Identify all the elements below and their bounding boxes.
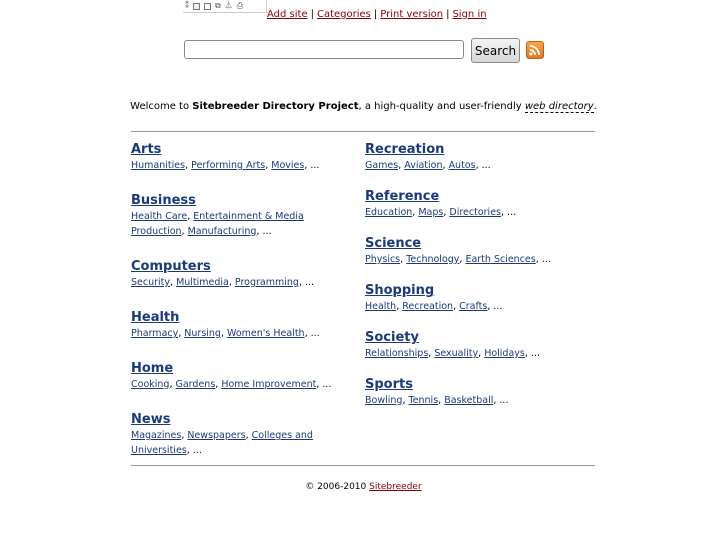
top-divider <box>131 131 595 132</box>
more-marker: ... <box>305 277 315 288</box>
category-title-recreation[interactable]: Recreation <box>365 142 445 157</box>
subcategory-link-nursing[interactable]: Nursing <box>184 328 221 339</box>
more-marker: ... <box>507 207 517 218</box>
mini-toolbar <box>183 0 267 13</box>
subcategory-link-cooking[interactable]: Cooking <box>131 379 170 390</box>
subcategory-link-humanities[interactable]: Humanities <box>131 160 186 171</box>
category-title-sports[interactable]: Sports <box>365 377 413 392</box>
category-title-home[interactable]: Home <box>131 361 174 376</box>
more-marker: ... <box>481 160 491 171</box>
subcategory-list: Physics, Technology, Earth Sciences, ... <box>365 254 551 265</box>
print-version-link[interactable]: Print version <box>380 9 444 20</box>
subcategory-link-earth-sciences[interactable]: Earth Sciences <box>465 254 536 265</box>
category-title-news[interactable]: News <box>131 412 171 427</box>
subcategory-link-women-s-health[interactable]: Women's Health <box>227 328 305 339</box>
subcategory-link-tennis[interactable]: Tennis <box>408 395 439 406</box>
more-marker: ... <box>262 226 272 237</box>
subcategory-link-physics[interactable]: Physics <box>365 254 401 265</box>
subcategory-list: Relationships, Sexuality, Holidays, ... <box>365 348 540 359</box>
subcategory-link-newspapers[interactable]: Newspapers <box>187 430 246 441</box>
drag-handle-icon[interactable]: ⁑ <box>185 1 189 10</box>
category-reference <box>365 189 587 220</box>
category-computers <box>131 259 353 290</box>
copyright-text: © 2006-2010 <box>305 482 370 492</box>
subcategory-link-technology[interactable]: Technology <box>406 254 460 265</box>
category-science <box>365 236 587 267</box>
subcategory-link-maps[interactable]: Maps <box>418 207 444 218</box>
category-title-reference[interactable]: Reference <box>365 189 440 204</box>
subcategory-list: Magazines, Newspapers, Colleges and Universities, ... <box>131 430 313 456</box>
sign-in-link[interactable]: Sign in <box>452 9 487 20</box>
category-society <box>365 330 587 361</box>
subcategory-list: Health, Recreation, Crafts, ... <box>365 301 503 312</box>
subcategory-link-games[interactable]: Games <box>365 160 399 171</box>
subcategory-link-security[interactable]: Security <box>131 277 171 288</box>
welcome-text <box>0 101 727 112</box>
subcategory-list: Education, Maps, Directories, ... <box>365 207 517 218</box>
footer <box>0 482 727 492</box>
sitemap-icon[interactable]: ⏃ <box>224 1 233 10</box>
category-recreation <box>365 142 587 173</box>
subcategory-link-manufacturing[interactable]: Manufacturing <box>187 226 257 237</box>
category-column-left <box>131 142 353 458</box>
category-arts <box>131 142 353 173</box>
category-title-computers[interactable]: Computers <box>131 259 211 274</box>
subcategory-list: Bowling, Tennis, Basketball, ... <box>365 395 509 406</box>
subcategory-link-education[interactable]: Education <box>365 207 413 218</box>
subcategory-link-entertainment-media-production[interactable]: Entertainment & Media Production <box>131 211 304 237</box>
subcategory-link-colleges-and-universities[interactable]: Colleges and Universities <box>131 430 313 456</box>
category-title-health[interactable]: Health <box>131 310 180 325</box>
add-site-link[interactable]: Add site <box>267 9 308 20</box>
subcategory-list: Health Care, Entertainment & Media Production, Manufacturing, ... <box>131 211 304 237</box>
category-news <box>131 412 353 458</box>
more-marker: ... <box>530 348 540 359</box>
category-title-science[interactable]: Science <box>365 236 422 251</box>
subcategory-link-movies[interactable]: Movies <box>271 160 305 171</box>
subcategory-link-performing-arts[interactable]: Performing Arts <box>191 160 266 171</box>
subcategory-link-sexuality[interactable]: Sexuality <box>434 348 479 359</box>
subcategory-link-health-care[interactable]: Health Care <box>131 211 188 222</box>
top-links: Add site | Categories | Print version | Sign in <box>267 9 487 20</box>
search-button[interactable]: Search <box>471 38 520 63</box>
search-input[interactable] <box>184 40 464 59</box>
category-title-business[interactable]: Business <box>131 193 196 208</box>
bottom-divider <box>131 465 595 466</box>
subcategory-link-holidays[interactable]: Holidays <box>484 348 525 359</box>
subcategory-link-magazines[interactable]: Magazines <box>131 430 182 441</box>
subcategory-link-directories[interactable]: Directories <box>449 207 501 218</box>
footer-sitebreeder-link[interactable]: Sitebreeder <box>369 482 422 492</box>
category-sports <box>365 377 587 408</box>
subcategory-link-pharmacy[interactable]: Pharmacy <box>131 328 179 339</box>
subcategory-list: Humanities, Performing Arts, Movies, ... <box>131 160 320 171</box>
subcategory-list: Pharmacy, Nursing, Women's Health, ... <box>131 328 320 339</box>
subcategory-list: Games, Aviation, Autos, ... <box>365 160 491 171</box>
more-marker: ... <box>541 254 551 265</box>
more-marker: ... <box>493 301 503 312</box>
subcategory-link-basketball[interactable]: Basketball <box>444 395 494 406</box>
subcategory-link-bowling[interactable]: Bowling <box>365 395 403 406</box>
category-health <box>131 310 353 341</box>
category-title-shopping[interactable]: Shopping <box>365 283 435 298</box>
welcome-prefix: Welcome to <box>130 101 193 112</box>
categories-link[interactable]: Categories <box>316 9 371 20</box>
more-marker: ... <box>310 160 320 171</box>
print-icon[interactable]: ⎙ <box>236 1 244 10</box>
windows-icon[interactable]: ⧉ <box>215 1 221 10</box>
category-home <box>131 361 353 392</box>
subcategory-link-recreation[interactable]: Recreation <box>402 301 454 312</box>
subcategory-link-multimedia[interactable]: Multimedia <box>176 277 229 288</box>
category-title-arts[interactable]: Arts <box>131 142 162 157</box>
subcategory-link-health[interactable]: Health <box>365 301 397 312</box>
subcategory-link-autos[interactable]: Autos <box>448 160 476 171</box>
checkbox-checked-icon[interactable] <box>193 3 200 10</box>
subcategory-link-home-improvement[interactable]: Home Improvement <box>221 379 317 390</box>
subcategory-link-relationships[interactable]: Relationships <box>365 348 429 359</box>
checkbox-empty-icon[interactable] <box>204 3 211 10</box>
category-business <box>131 193 353 239</box>
category-title-society[interactable]: Society <box>365 330 419 345</box>
more-marker: ... <box>310 328 320 339</box>
welcome-middle: , a high-quality and user-friendly <box>358 101 525 112</box>
category-column-right <box>365 142 587 408</box>
more-marker: ... <box>322 379 332 390</box>
rss-feed-icon[interactable] <box>526 41 544 59</box>
more-marker: ... <box>192 445 202 456</box>
subcategory-link-gardens[interactable]: Gardens <box>175 379 216 390</box>
welcome-suffix: . <box>593 101 597 112</box>
subcategory-list: Security, Multimedia, Programming, ... <box>131 277 315 288</box>
site-name: Sitebreeder Directory Project <box>192 101 359 112</box>
subcategory-link-aviation[interactable]: Aviation <box>404 160 443 171</box>
subcategory-link-crafts[interactable]: Crafts <box>459 301 488 312</box>
category-shopping <box>365 283 587 314</box>
subcategory-list: Cooking, Gardens, Home Improvement, ... <box>131 379 332 390</box>
more-marker: ... <box>499 395 509 406</box>
subcategory-link-programming[interactable]: Programming <box>234 277 299 288</box>
web-directory-term: web directory <box>524 101 594 112</box>
